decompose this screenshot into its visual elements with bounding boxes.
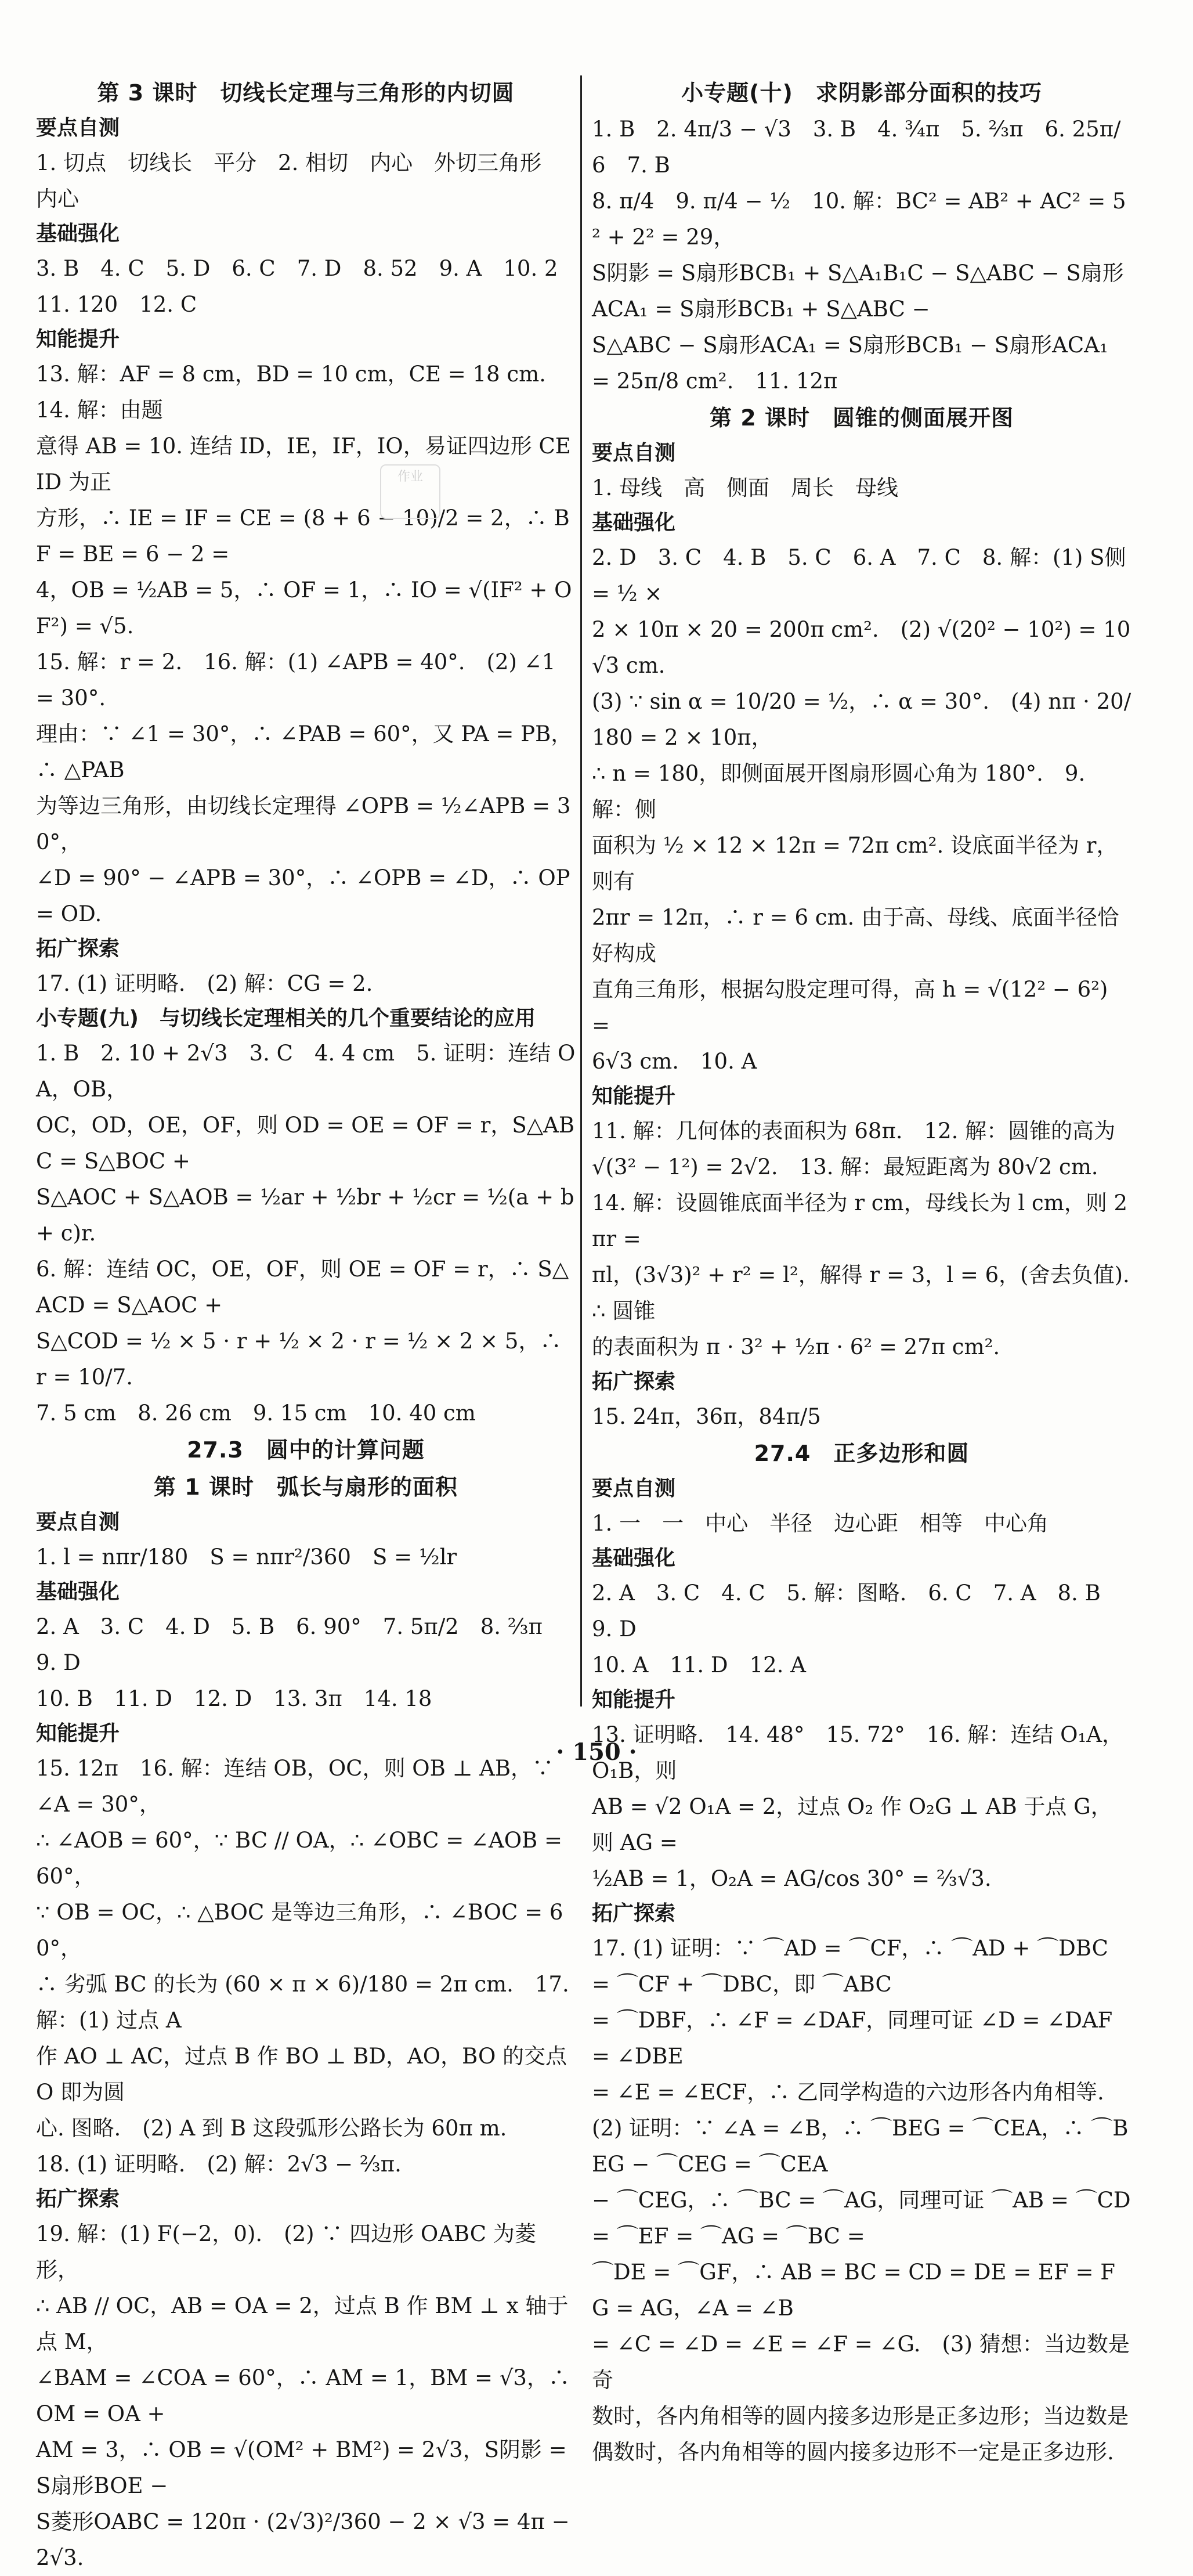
answer-line: 11. 120 12. C	[36, 292, 197, 317]
answer-line: 1. B 2. 4π/3 − √3 3. B 4. ¾π 5. ⅔π 6. 25π/6 7. B	[592, 117, 1121, 178]
section-heading: 知能提升	[36, 1722, 120, 1745]
answer-line: S△ABC − S扇形ACA₁ = S扇形BCB₁ − S扇形ACA₁ = 25π/8 cm². 11. 12π	[592, 333, 1108, 394]
answer-line: 13. 证明略. 14. 48° 15. 72° 16. 解：连结 O₁A，O₁B，则	[592, 1722, 1123, 1783]
section-heading: 拓广探索	[36, 937, 120, 961]
answer-line: ∴ 劣弧 BC 的长为 (60 × π × 6)/180 = 2π cm. 17. 解：(1) 过点 A	[36, 1972, 569, 2033]
column-divider	[580, 75, 582, 1706]
answer-line: 1. 切点 切线长 平分 2. 相切 内心 外切三角形	[36, 150, 542, 175]
answer-line: 1. B 2. 10 + 2√3 3. C 4. 4 cm 5. 证明：连结 OA，OB，	[36, 1041, 576, 1102]
answer-line: 4，OB = ½AB = 5，∴ OF = 1，∴ IO = √(IF² + OF²) = √5.	[36, 578, 572, 638]
lesson-heading: 小专题(十) 求阴影部分面积的技巧	[681, 80, 1042, 106]
answer-line: S阴影 = S扇形BCB₁ + S△A₁B₁C − S△ABC − S扇形ACA₁ = S扇形BCB₁ + S△ABC −	[592, 261, 1124, 322]
answer-line: 的表面积为 π · 3² + ½π · 6² = 27π cm².	[592, 1334, 1000, 1359]
section-heading: 基础强化	[592, 1546, 676, 1570]
answer-line: AM = 3，∴ OB = √(OM² + BM²) = 2√3，S阴影 = S扇形BOE −	[36, 2437, 567, 2498]
answer-line: πl，(3√3)² + r² = l²，解得 r = 3，l = 6，(舍去负值). ∴ 圆锥	[592, 1262, 1130, 1323]
answer-line: 偶数时，各内角相等的圆内接多边形不一定是正多边形.	[592, 2440, 1114, 2465]
section-heading: 要点自测	[36, 1510, 120, 1534]
section-heading: 知能提升	[592, 1084, 676, 1108]
section-heading: 小专题(九) 与切线长定理相关的几个重要结论的应用	[36, 1006, 536, 1030]
answer-line: 17. (1) 证明略. (2) 解：CG = 2.	[36, 971, 373, 996]
answer-line: − ⌒CEG，∴ ⌒BC = ⌒AG，同理可证 ⌒AB = ⌒CD = ⌒EF = ⌒AG = ⌒BC =	[592, 2188, 1131, 2249]
section-heading: 知能提升	[36, 327, 120, 351]
section-heading: 拓广探索	[36, 2187, 120, 2211]
answer-line: ∴ ∠AOB = 60°，∵ BC // OA，∴ ∠OBC = ∠AOB = 60°，	[36, 1828, 563, 1889]
answer-line: AB = √2 O₁A = 2，过点 O₂ 作 O₂G ⊥ AB 于点 G，则 AG =	[592, 1794, 1112, 1855]
answer-line: S△AOC + S△AOB = ½ar + ½br + ½cr = ½(a + b + c)r.	[36, 1185, 574, 1246]
answer-line: 数时，各内角相等的圆内接多边形是正多边形；当边数是	[592, 2404, 1129, 2429]
answer-line: √(3² − 1²) = 2√2. 13. 解：最短距离为 80√2 cm.	[592, 1154, 1098, 1179]
answer-line: 心. 图略. (2) A 到 B 这段弧形公路长为 60π m.	[36, 2116, 507, 2141]
section-heading: 拓广探索	[592, 1370, 676, 1394]
section-heading: 基础强化	[36, 1580, 120, 1604]
section-heading: 知能提升	[592, 1688, 676, 1712]
answer-line: 面积为 ½ × 12 × 12π = 72π cm². 设底面半径为 r，则有	[592, 833, 1118, 894]
answer-line: = ∠C = ∠D = ∠E = ∠F = ∠G. (3) 猜想：当边数是奇	[592, 2332, 1130, 2393]
section-heading: 要点自测	[592, 441, 676, 465]
answer-line: S菱形OABC = 120π · (2√3)²/360 − 2 × √3 = 4π − 2√3.	[36, 2509, 570, 2570]
lesson-heading: 第 3 课时 切线长定理与三角形的内切圆	[97, 80, 515, 106]
answer-line: 1. 一 一 中心 半径 边心距 相等 中心角	[592, 1511, 1049, 1536]
answer-line: 19. 解：(1) F(−2，0). (2) ∵ 四边形 OABC 为菱形，	[36, 2221, 536, 2282]
lesson-heading: 第 2 课时 圆锥的侧面展开图	[710, 405, 1014, 431]
answer-line: 1. 母线 高 侧面 周长 母线	[592, 475, 899, 500]
section-heading: 基础强化	[36, 222, 120, 246]
answer-line: 15. 12π 16. 解：连结 OB，OC，则 OB ⊥ AB，∵ ∠A = 30°，	[36, 1756, 554, 1817]
answer-line: 3. B 4. C 5. D 6. C 7. D 8. 52 9. A 10. 2	[36, 256, 558, 281]
section-heading: 要点自测	[36, 116, 120, 140]
watermark-stamp: 作业	[380, 464, 440, 519]
answer-line: 为等边三角形，由切线长定理得 ∠OPB = ½∠APB = 30°，	[36, 793, 571, 854]
answer-line: 10. A 11. D 12. A	[592, 1653, 806, 1677]
section-heading: 要点自测	[592, 1477, 676, 1500]
answer-line: 10. B 11. D 12. D 13. 3π 14. 18	[36, 1686, 432, 1711]
answer-line: 13. 解：AF = 8 cm，BD = 10 cm，CE = 18 cm. 14. 解：由题	[36, 362, 567, 423]
answer-line: 2πr = 12π，∴ r = 6 cm. 由于高、母线、底面半径恰好构成	[592, 905, 1119, 966]
answer-line: 意得 AB = 10. 连结 ID，IE，IF，IO，易证四边形 CEID 为正	[36, 434, 571, 495]
answer-line: 14. 解：设圆锥底面半径为 r cm，母线长为 l cm，则 2πr =	[592, 1190, 1128, 1251]
lesson-heading: 27.3 圆中的计算问题	[187, 1437, 425, 1463]
answer-line: 15. 解：r = 2. 16. 解：(1) ∠APB = 40°. (2) ∠1 = 30°.	[36, 650, 556, 710]
answer-line: 8. π/4 9. π/4 − ½ 10. 解：BC² = AB² + AC² = 5² + 2² = 29，	[592, 189, 1126, 250]
answer-line: ∴ n = 180，即侧面展开图扇形圆心角为 180°. 9. 解：侧	[592, 761, 1086, 822]
answer-line: S△COD = ½ × 5 · r + ½ × 2 · r = ½ × 2 × 5，∴ r = 10/7.	[36, 1329, 562, 1390]
answer-line: 17. (1) 证明：∵ ⌒AD = ⌒CF，∴ ⌒AD + ⌒DBC = ⌒CF + ⌒DBC，即 ⌒ABC	[592, 1936, 1108, 1997]
answer-line: 11. 解：几何体的表面积为 68π. 12. 解：圆锥的高为	[592, 1119, 1116, 1143]
answer-line: = ⌒DBF，∴ ∠F = ∠DAF，同理可证 ∠D = ∠DAF = ∠DBE	[592, 2008, 1113, 2069]
answer-line: 2. A 3. C 4. D 5. B 6. 90° 7. 5π/2 8. ⅔π 9. D	[36, 1614, 564, 1675]
answer-line: 2. A 3. C 4. C 5. 解：图略. 6. C 7. A 8. B 9. D	[592, 1581, 1122, 1641]
answer-line: 2. D 3. C 4. B 5. C 6. A 7. C 8. 解：(1) S侧 = ½ ×	[592, 545, 1126, 606]
answer-line: ∴ AB // OC，AB = OA = 2，过点 B 作 BM ⊥ x 轴于点 M，	[36, 2293, 569, 2354]
answer-line: ½AB = 1，O₂A = AG/cos 30° = ⅔√3.	[592, 1866, 992, 1891]
answer-line: 方形，∴ IE = IF = CE = (8 + 6 − 10)/2 = 2，∴ BF = BE = 6 − 2 =	[36, 506, 570, 567]
lesson-heading: 第 1 课时 弧长与扇形的面积	[154, 1474, 458, 1500]
answer-line: 理由：∵ ∠1 = 30°，∴ ∠PAB = 60°，又 PA = PB，∴ △PAB	[36, 721, 573, 782]
answer-line: 15. 24π，36π，84π/5	[592, 1404, 821, 1429]
section-heading: 基础强化	[592, 511, 676, 535]
answer-line: ∵ OB = OC，∴ △BOC 是等边三角形，∴ ∠BOC = 60°，	[36, 1900, 563, 1961]
answer-line: 2 × 10π × 20 = 200π cm². (2) √(20² − 10²) = 10√3 cm.	[592, 617, 1131, 678]
answer-line: (2) 证明：∵ ∠A = ∠B，∴ ⌒BEG = ⌒CEA，∴ ⌒BEG − ⌒CEG = ⌒CEA	[592, 2116, 1129, 2177]
answer-line: = ∠E = ∠ECF，∴ 乙同学构造的六边形各内角相等.	[592, 2080, 1104, 2105]
answer-line: 直角三角形，根据勾股定理可得，高 h = √(12² − 6²) =	[592, 977, 1108, 1038]
answer-line: 6. 解：连结 OC，OE，OF，则 OE = OF = r，∴ S△ACD = S△AOC +	[36, 1257, 569, 1318]
answer-line: OC，OD，OE，OF，则 OD = OE = OF = r，S△ABC = S△BOC +	[36, 1113, 575, 1174]
answer-line: ⌒DE = ⌒GF，∴ AB = BC = CD = DE = EF = FG = AG，∠A = ∠B	[592, 2260, 1115, 2321]
answer-line: 内心	[36, 186, 79, 211]
answer-line: ∠BAM = ∠COA = 60°，∴ AM = 1，BM = √3，∴ OM = OA +	[36, 2365, 570, 2426]
section-heading: 拓广探索	[592, 1902, 676, 1925]
answer-line: 1. l = nπr/180 S = nπr²/360 S = ½lr	[36, 1545, 457, 1570]
answer-line: 7. 5 cm 8. 26 cm 9. 15 cm 10. 40 cm	[36, 1401, 476, 1426]
answer-line: 18. (1) 证明略. (2) 解：2√3 − ⅔π.	[36, 2152, 402, 2177]
answer-line: (3) ∵ sin α = 10/20 = ½，∴ α = 30°. (4) nπ · 20/180 = 2 × 10π，	[592, 689, 1131, 750]
page-number: · 150 ·	[556, 1738, 637, 1766]
answer-line: ∠D = 90° − ∠APB = 30°，∴ ∠OPB = ∠D，∴ OP = OD.	[36, 865, 570, 926]
left-column	[36, 74, 576, 2576]
answer-line: 作 AO ⊥ AC，过点 B 作 BO ⊥ BD，AO，BO 的交点 O 即为圆	[36, 2044, 567, 2105]
right-column	[592, 74, 1131, 2470]
answer-line: 6√3 cm. 10. A	[592, 1049, 757, 1074]
lesson-heading: 27.4 正多边形和圆	[754, 1441, 970, 1466]
